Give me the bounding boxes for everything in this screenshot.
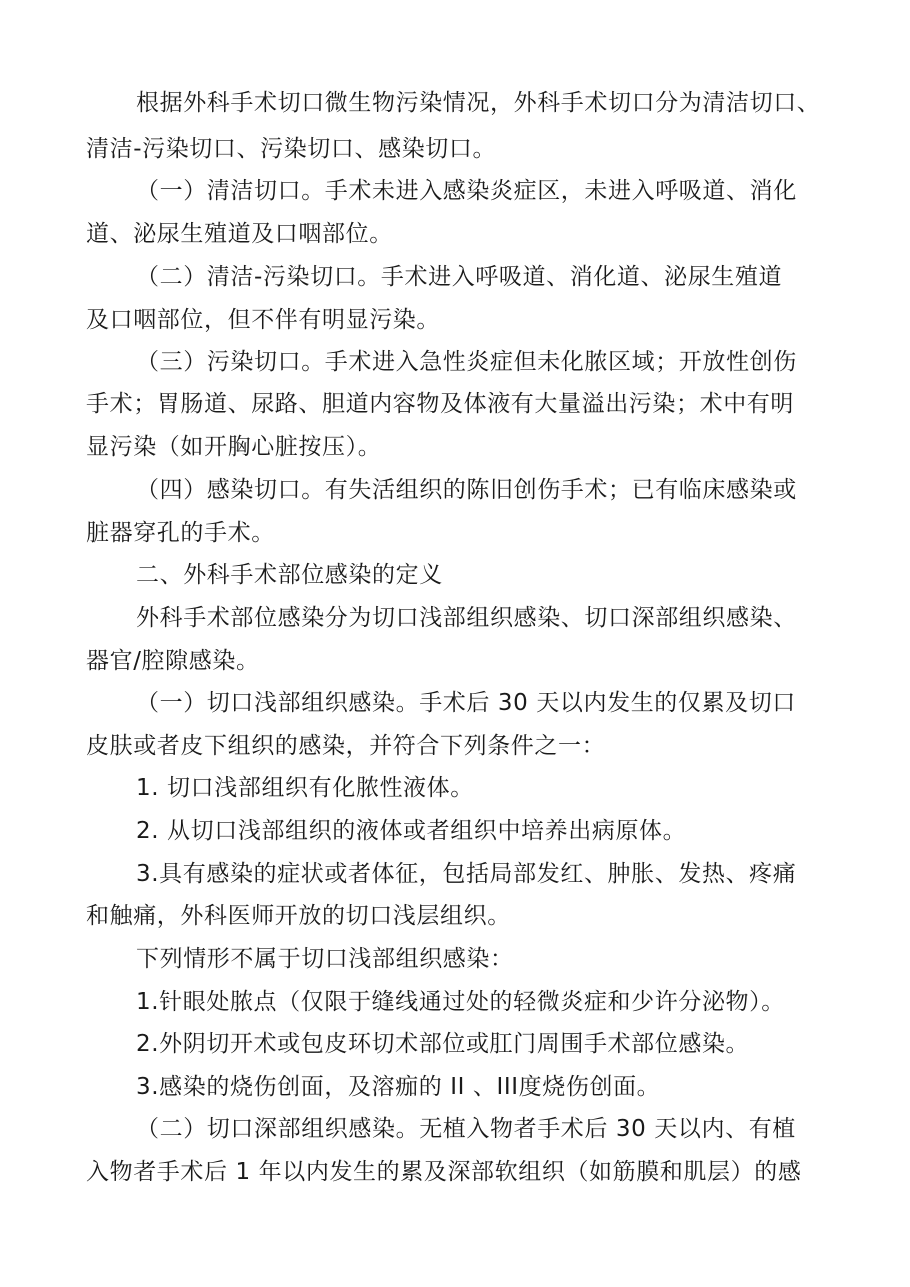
list-item: 2. 从切口浅部组织的液体或者组织中培养出病原体。 [136, 818, 687, 844]
text-line: 外科手术部位感染分为切口浅部组织感染、切口深部组织感染、 [136, 605, 797, 631]
text-line: 脏器穿孔的手术。 [86, 520, 275, 546]
list-item: 1.针眼处脓点（仅限于缝线通过处的轻微炎症和少许分泌物）。 [136, 989, 785, 1015]
text-line: 下列情形不属于切口浅部组织感染： [136, 946, 514, 972]
text-line: 显污染（如开胸心脏按压）。 [86, 434, 382, 460]
text-line: 及口咽部位，但不伴有明显污染。 [86, 307, 440, 333]
text-line: （四）感染切口。有失活组织的陈旧创伤手术；已有临床感染或 [136, 477, 797, 503]
text-line: 器官/腔隙感染。 [86, 648, 260, 674]
list-item: 3.具有感染的症状或者体征，包括局部发红、肿胀、发热、疼痛 [136, 861, 797, 887]
text-line: 手术；胃肠道、尿路、胆道内容物及体液有大量溢出污染；术中有明 [86, 391, 794, 417]
text-line: 道、泌尿生殖道及口咽部位。 [86, 221, 393, 247]
text-line: 和触痛，外科医师开放的切口浅层组织。 [86, 903, 511, 929]
text-line: 入物者手术后 1 年以内发生的累及深部软组织（如筋膜和肌层）的感 [86, 1159, 802, 1185]
text-line: 清洁-污染切口、污染切口、感染切口。 [86, 136, 497, 162]
section-heading: 二、外科手术部位感染的定义 [136, 562, 443, 588]
text-line: （二）清洁-污染切口。手术进入呼吸道、消化道、泌尿生殖道 [136, 264, 783, 290]
text-line: （二）切口深部组织感染。无植入物者手术后 30 天以内、有植 [136, 1116, 796, 1142]
text-line: （一）清洁切口。手术未进入感染炎症区，未进入呼吸道、消化 [136, 178, 797, 204]
list-item: 1. 切口浅部组织有化脓性液体。 [136, 775, 474, 801]
text-line: （三）污染切口。手术进入急性炎症但未化脓区域；开放性创伤 [136, 349, 797, 375]
text-line: 根据外科手术切口微生物污染情况，外科手术切口分为清洁切口、 [136, 90, 821, 116]
list-item: 2.外阴切开术或包皮环切术部位或肛门周围手术部位感染。 [136, 1031, 750, 1057]
list-item: 3.感染的烧伤创面，及溶痂的 II 、III度烧伤创面。 [136, 1074, 661, 1100]
text-line: 皮肤或者皮下组织的感染，并符合下列条件之一： [86, 733, 606, 759]
text-line: （一）切口浅部组织感染。手术后 30 天以内发生的仅累及切口 [136, 690, 796, 716]
